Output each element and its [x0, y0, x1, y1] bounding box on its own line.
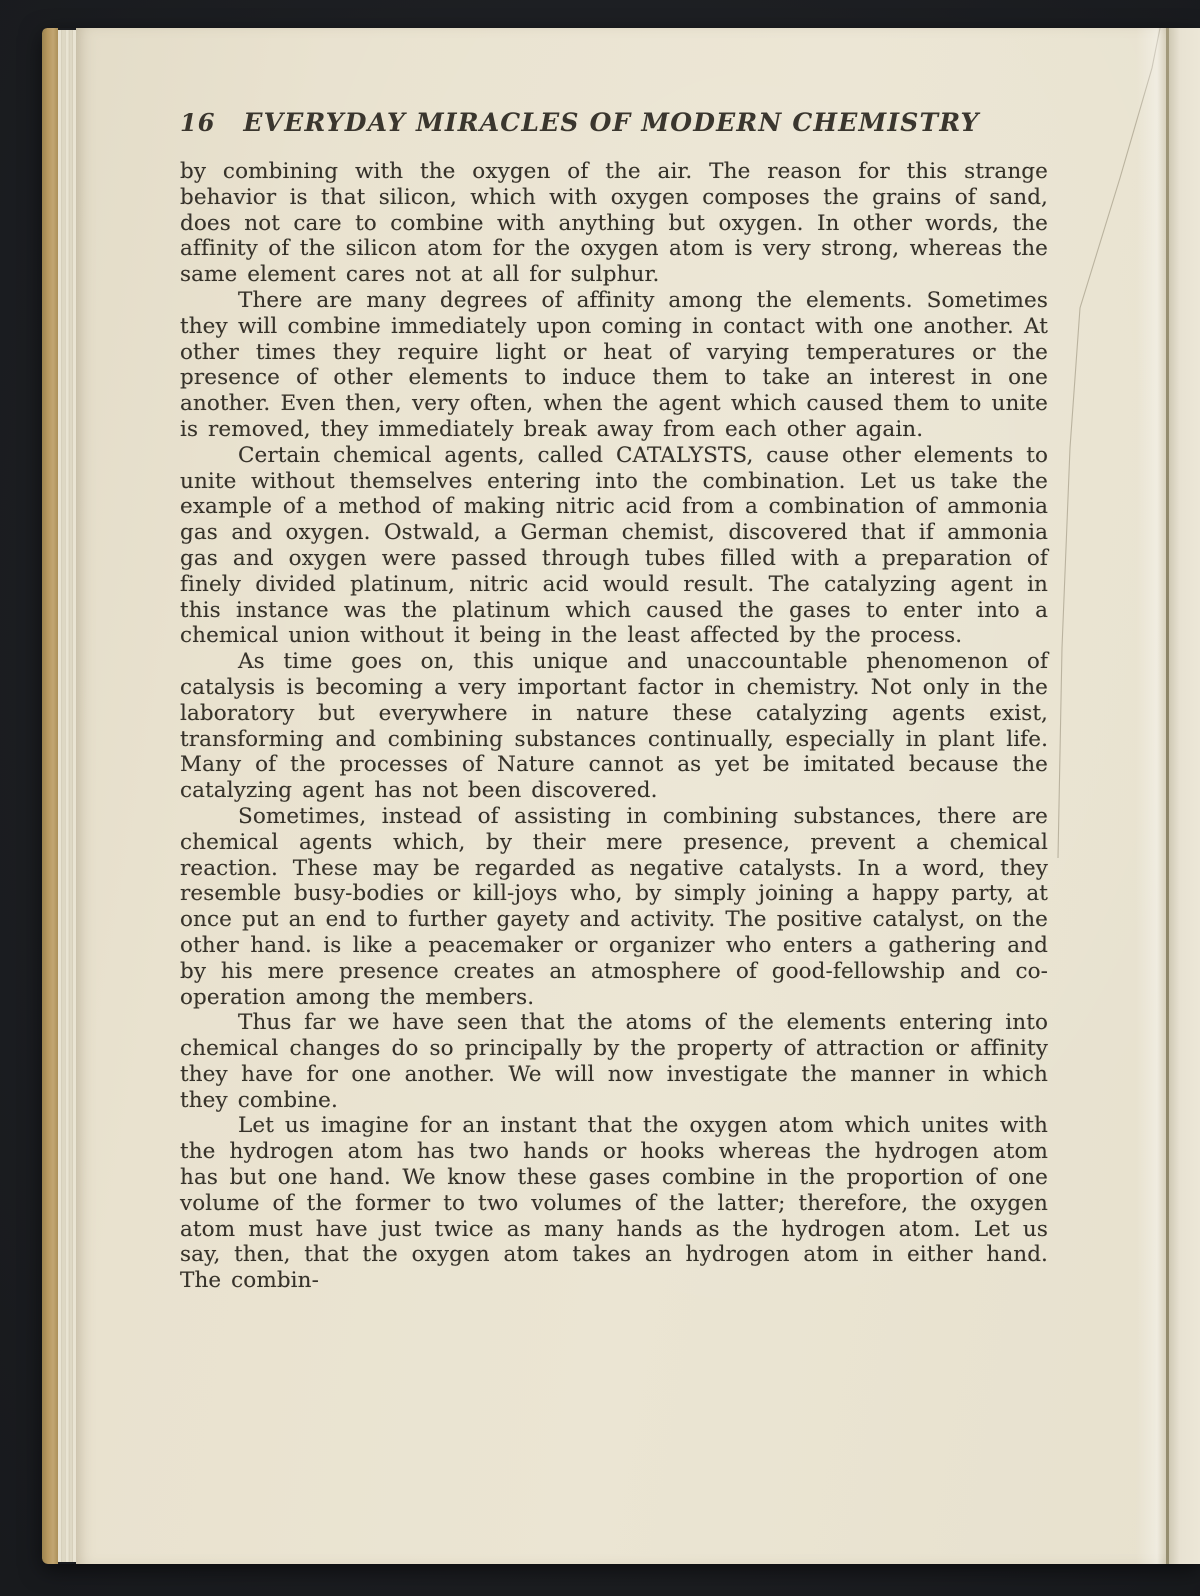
page-block-edge	[42, 28, 58, 1564]
page-number: 16	[180, 108, 216, 137]
paragraph: Sometimes, instead of assisting in combining substances, there are chemical agents which, by their mere presence, prevent a chemical reaction. These may be regarded as negative catalysts. In a word, they resemble busy-bodies or kill-joys who, by simply joining a happy party, at once put an end to further gayety and activity. The positive catalyst, on the other hand. is like a peacemaker or organizer who enters a gathering and by his mere presence creates an atmosphere of good-fellowship and co-operation among the members.	[180, 803, 1048, 1010]
paragraph: As time goes on, this unique and unaccountable phenomenon of catalysis is becoming a very important factor in chemistry. Not only in the laboratory but everywhere in nature these catalyzing agents exist, transforming and combining substances continually, especially in plant life. Many of the processes of Nature cannot as yet be imitated because the catalyzing agent has not been discovered.	[180, 649, 1048, 804]
facing-page-sliver	[1169, 28, 1200, 1564]
stacked-page-edges	[58, 30, 78, 1562]
paragraph: There are many degrees of affinity among the elements. Sometimes they will combine immediately upon coming in contact with one another. At other times they require light or heat of varying temperatures or the presence of other elements to induce them to take an interest in one another. Even then, very often, when the agent which caused them to unite is removed, they immediately break away from each other again.	[180, 287, 1048, 442]
paper-surface	[76, 28, 1200, 1564]
running-title: EVERYDAY MIRACLES OF MODERN CHEMISTRY	[243, 108, 980, 137]
gutter-curvature-highlight	[1136, 28, 1166, 1564]
page-body	[180, 159, 1048, 1294]
paragraph: Certain chemical agents, called CATALYSTS, cause other elements to unite without themselves entering into the combination. Let us take the example of a method of making nitric acid from a combination of ammonia gas and oxygen. Ostwald, a German chemist, discovered that if ammonia gas and oxygen were passed through tubes filled with a preparation of finely divided platinum, nitric acid would result. The catalyzing agent in this instance was the platinum which caused the gases to enter into a chemical union without it being in the least affected by the process.	[180, 442, 1048, 649]
paragraph: Let us imagine for an instant that the oxygen atom which unites with the hydrogen atom has two hands or hooks whereas the hydrogen atom has but one hand. We know these gases combine in the proportion of one volume of the former to two volumes of the latter; therefore, the oxygen atom must have just twice as many hands as the hydrogen atom. Let us say, then, that the oxygen atom takes an hydrogen atom in either hand. The combin-	[180, 1113, 1048, 1294]
printed-page-content	[180, 108, 1048, 1294]
page-header	[180, 108, 1048, 142]
book-page	[42, 28, 1200, 1564]
paragraph-continuation: by combining with the oxygen of the air. The reason for this strange behavior is that silicon, which with oxygen composes the grains of sand, does not care to combine with anything but oxygen. In other words, the affinity of the silicon atom for the oxygen atom is very strong, whereas the same element cares not at all for sulphur.	[180, 159, 1048, 288]
paragraph: Thus far we have seen that the atoms of the elements entering into chemical changes do so principally by the property of attraction or affinity they have for one another. We will now investigate the manner in which they combine.	[180, 1010, 1048, 1113]
